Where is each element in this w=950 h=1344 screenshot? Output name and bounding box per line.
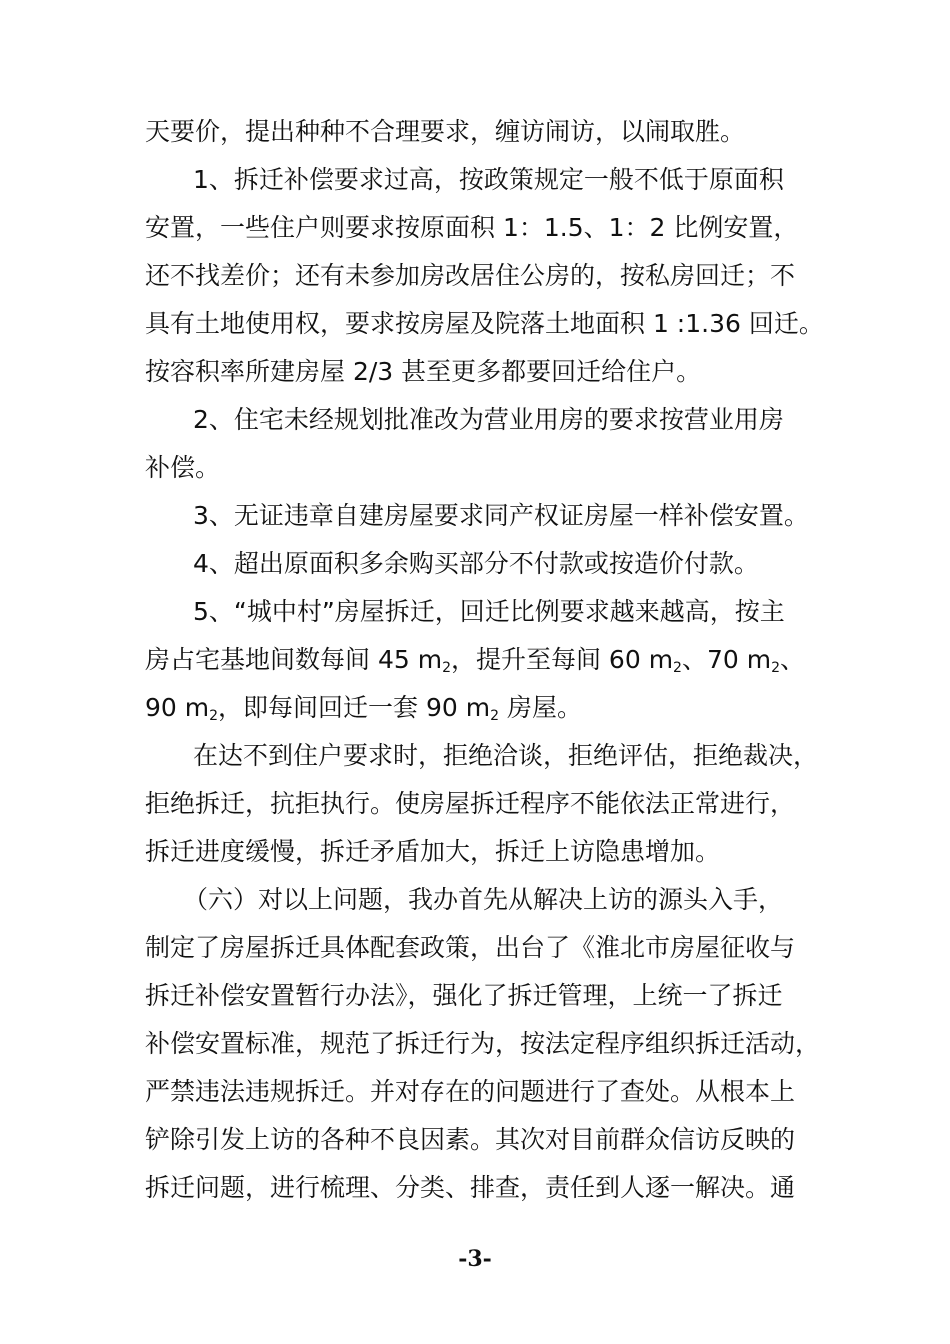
text-line: 1、拆迁补偿要求过高，按政策规定一般不低于原面积 — [193, 165, 784, 194]
text-line: 2、住宅未经规划批准改为营业用房的要求按营业用房 — [193, 405, 784, 434]
text-line: （六）对以上问题，我办首先从解决上访的源头入手， — [183, 885, 784, 914]
subscript: 2 — [673, 660, 682, 676]
subscript: 2 — [771, 660, 781, 676]
text-line: 具有土地使用权，要求按房屋及院落土地面积 1 :1.36 回迁。 — [145, 309, 824, 338]
text-line: 天要价，提出种种不合理要求，缠访闹访，以闹取胜。 — [145, 117, 746, 146]
subscript: 2 — [209, 708, 219, 724]
text-segment: ，即每间回迁一套 90 m — [218, 693, 491, 722]
text-line: 5、“城中村”房屋拆迁，回迁比例要求越来越高，按主 — [193, 597, 785, 626]
text-line: 还不找差价；还有未参加房改居住公房的，按私房回迁；不 — [145, 261, 796, 290]
text-segment: 90 m — [145, 693, 210, 722]
text-line — [145, 692, 582, 728]
text-line: 拒绝拆迁，抗拒执行。使房屋拆迁程序不能依法正常进行， — [145, 789, 796, 818]
text-line: 在达不到住户要求时，拒绝洽谈，拒绝评估，拒绝裁决， — [193, 741, 819, 770]
text-segment: 、 — [780, 645, 806, 674]
text-line: 安置，一些住户则要求按原面积 1：1.5、1：2 比例安置， — [145, 213, 799, 242]
text-line: 拆迁进度缓慢，拆迁矛盾加大，拆迁上访隐患增加。 — [145, 837, 721, 866]
page-number: -3- — [458, 1246, 492, 1272]
text-line: 补偿安置标准，规范了拆迁行为，按法定程序组织拆迁活动， — [145, 1029, 821, 1058]
text-line: 4、超出原面积多余购买部分不付款或按造价付款。 — [193, 549, 759, 578]
text-segment: 、70 m — [681, 645, 772, 674]
text-line: 3、无证违章自建房屋要求同产权证房屋一样补偿安置。 — [193, 501, 809, 530]
text-segment: 房屋。 — [499, 693, 582, 722]
subscript: 2 — [490, 708, 500, 724]
text-segment: ，提升至每间 60 m — [450, 645, 674, 674]
text-segment: 房占宅基地间数每间 45 m — [145, 645, 443, 674]
text-line: 铲除引发上访的各种不良因素。其次对目前群众信访反映的 — [145, 1125, 796, 1154]
text-line: 制定了房屋拆迁具体配套政策，出台了《淮北市房屋征收与 — [145, 933, 796, 962]
text-line: 拆迁问题，进行梳理、分类、排查，责任到人逐一解决。通 — [145, 1173, 796, 1202]
text-line: 拆迁补偿安置暂行办法》，强化了拆迁管理，上统一了拆迁 — [145, 981, 783, 1010]
text-line: 补偿。 — [145, 453, 221, 482]
text-line: 按容积率所建房屋 2/3 甚至更多都要回迁给住户。 — [145, 357, 702, 386]
subscript: 2 — [442, 660, 451, 676]
text-line: 严禁违法违规拆迁。并对存在的问题进行了查处。从根本上 — [145, 1077, 796, 1106]
text-line — [145, 644, 805, 680]
